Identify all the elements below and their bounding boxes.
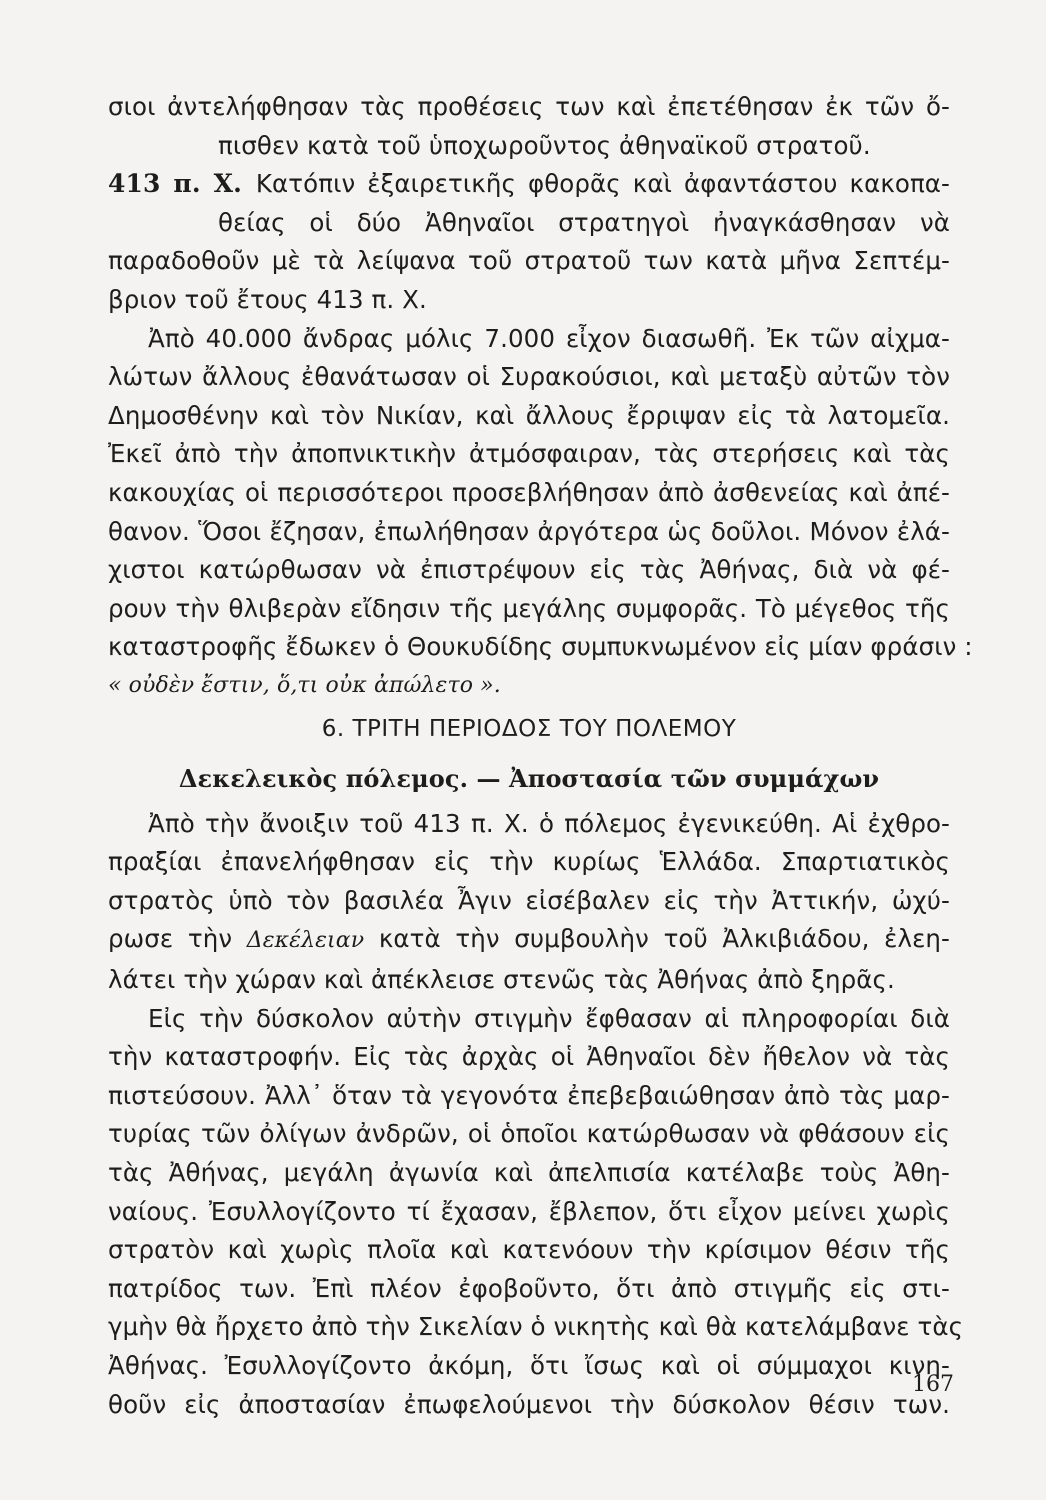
text-line: σιοι ἀντελήφθησαν τὰς προθέσεις των καὶ ἐπετέθησαν ἐκ τῶν ὄ-	[108, 92, 950, 121]
text-line: τὴν καταστροφήν. Εἰς τὰς ἀρχὰς οἱ Ἀθηναῖοι δὲν ἤθελον νὰ τὰς	[108, 1042, 950, 1072]
page-number: 167	[912, 1372, 954, 1397]
text-line: πιστεύσουν. Ἀλλ᾽ ὅταν τὰ γεγονότα ἐπεβεβαιώθησαν ἀπὸ τὰς μαρ-	[108, 1080, 950, 1110]
text-line: στρατὸς ὑπὸ τὸν βασιλέα Ἆγιν εἰσέβαλεν εἰς τὴν Ἀττικήν, ὠχύ-	[108, 885, 950, 915]
text-fragment: κατὰ τὴν συμβουλὴν τοῦ Ἀλκιβιάδου, ἐλεη-	[364, 924, 950, 954]
text-line: πραξίαι ἐπανελήφθησαν εἰς τὴν κυρίως Ἑλλάδα. Σπαρτιατικὸς	[108, 847, 950, 877]
text-line-content: Κατόπιν ἐξαιρετικῆς φθορᾶς καὶ ἀφαντάστου κακοπα-	[255, 169, 950, 199]
paragraph-5	[108, 1000, 964, 1425]
text-line: ρουν τὴν θλιβερὰν εἴδησιν τῆς μεγάλης συμφορᾶς. Τὸ μέγεθος τῆς	[108, 593, 950, 623]
text-line: θείας οἱ δύο Ἀθηναῖοι στρατηγοὶ ἠναγκάσθησαν νὰ	[218, 207, 950, 237]
text-line: καταστροφῆς ἔδωκεν ὁ Θουκυδίδης συμπυκνωμένον εἰς μίαν φράσιν :	[108, 632, 973, 662]
text-line: Δημοσθένην καὶ τὸν Νικίαν, καὶ ἄλλους ἔρριψαν εἰς τὰ λατομεῖα.	[108, 400, 950, 430]
text-line: στρατὸν καὶ χωρὶς πλοῖα καὶ κατενόουν τὴν κρίσιμον θέσιν τῆς	[108, 1235, 950, 1265]
text-line	[108, 920, 950, 961]
text-line: βριον τοῦ ἔτους 413 π. Χ.	[108, 284, 427, 314]
text-line: γμὴν θὰ ἤρχετο ἀπὸ τὴν Σικελίαν ὁ νικητὴς καὶ θὰ κατελάμβανε τὰς	[108, 1312, 964, 1342]
text-line: πισθεν κατὰ τοῦ ὑποχωροῦντος ἀθηναϊκοῦ στρατοῦ.	[218, 130, 871, 160]
text-line: θοῦν εἰς ἀποστασίαν ἐπωφελούμενοι τὴν δύσκολον θέσιν των.	[108, 1389, 950, 1419]
paragraph-2	[108, 165, 950, 319]
text-line: χιστοι κατώρθωσαν νὰ ἐπιστρέψουν εἰς τὰς Ἀθήνας, διὰ νὰ φέ-	[108, 555, 950, 585]
text-line	[108, 165, 950, 204]
page-body	[108, 88, 973, 1424]
paragraph-3	[108, 320, 973, 706]
text-line: λώτων ἄλλους ἐθανάτωσαν οἱ Συρακούσιοι, καὶ μεταξὺ αὐτῶν τὸν	[108, 362, 950, 392]
italic-place-name: Δεκέλειαν	[246, 928, 365, 954]
text-line: παραδοθοῦν μὲ τὰ λείψανα τοῦ στρατοῦ των κατὰ μῆνα Σεπτέμ-	[108, 246, 950, 276]
text-line: τυρίας τῶν ὀλίγων ἀνδρῶν, οἱ ὁποῖοι κατώρθωσαν νὰ φθάσουν εἰς	[108, 1119, 950, 1149]
text-line: Ἀπὸ 40.000 ἄνδρας μόλις 7.000 εἶχον διασωθῆ. Ἐκ τῶν αἰχμα-	[148, 323, 950, 353]
section-heading: 6. ΤΡΙΤΗ ΠΕΡΙΟΔΟΣ ΤΟΥ ΠΟΛΕΜΟΥ	[321, 715, 737, 742]
text-line: πατρίδος των. Ἐπὶ πλέον ἐφοβοῦντο, ὅτι ἀπὸ στιγμῆς εἰς στι-	[108, 1273, 950, 1303]
text-line: Ἐκεῖ ἀπὸ τὴν ἀποπνικτικὴν ἀτμόσφαιραν, τὰς στερήσεις καὶ τὰς	[108, 439, 950, 469]
paragraph-1	[108, 88, 950, 165]
paragraph-4	[108, 805, 950, 1000]
text-line: ναίους. Ἐσυλλογίζοντο τί ἔχασαν, ἔβλεπον, ὅτι εἶχον μείνει χωρὶς	[108, 1196, 950, 1226]
text-line: Ἀθήνας. Ἐσυλλογίζοντο ἀκόμη, ὅτι ἴσως καὶ οἱ σύμμαχοι κινη-	[108, 1351, 950, 1380]
quote-line: « οὐδὲν ἔστιν, ὅ,τι οὐκ ἀπώλετο ».	[108, 672, 501, 698]
text-line: Εἰς τὴν δύσκολον αὐτὴν στιγμὴν ἔφθασαν αἱ πληροφορίαι διὰ	[148, 1003, 950, 1033]
text-line: λάτει τὴν χώραν καὶ ἀπέκλεισε στενῶς τὰς Ἀθήνας ἀπὸ ξηρᾶς.	[108, 965, 895, 995]
section-subheading: Δεκελεικὸς πόλεμος. — Ἀποστασία τῶν συμμάχων	[178, 764, 880, 794]
text-line: τὰς Ἀθήνας, μεγάλη ἀγωνία καὶ ἀπελπισία κατέλαβε τοὺς Ἀθη-	[108, 1158, 950, 1188]
text-fragment: ρωσε τὴν	[108, 924, 247, 954]
text-line: θανον. Ὅσοι ἔζησαν, ἐπωλήθησαν ἀργότερα ὡς δοῦλοι. Μόνον ἐλά-	[108, 516, 950, 546]
text-line: Ἀπὸ τὴν ἄνοιξιν τοῦ 413 π. Χ. ὁ πόλεμος ἐγενικεύθη. Αἱ ἐχθρο-	[148, 808, 950, 838]
text-line: κακουχίας οἱ περισσότεροι προσεβλήθησαν ἀπὸ ἀσθενείας καὶ ἀπέ-	[108, 477, 950, 507]
side-note-date: 413 π. Χ.	[108, 169, 242, 199]
